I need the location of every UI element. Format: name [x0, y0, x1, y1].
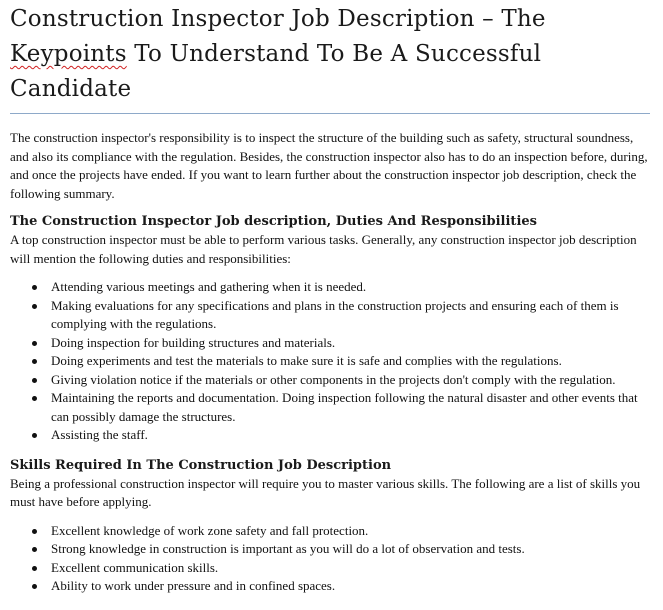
- section-paragraph-skills: Being a professional construction inspector will require you to master various skills. The following are a list of skills you must have before applying.: [10, 475, 641, 509]
- section-heading-duties: The Construction Inspector Job description, Duties And Responsibilities: [10, 214, 537, 229]
- title-line-1: Construction Inspector Job Description – The: [10, 6, 546, 32]
- list-item: Doing inspection for building structures and materials.: [51, 334, 653, 353]
- list-item: Making evaluations for any specifications and plans in the construction projects and ensuring each of them is complying with the regulations.: [51, 297, 653, 334]
- list-item: Ability to work under pressure and in confined spaces.: [51, 577, 653, 596]
- list-item: Excellent knowledge of work zone safety and fall protection.: [51, 522, 653, 541]
- page-title: [10, 0, 653, 107]
- list-item: Strong knowledge in construction is important as you will do a lot of observation and tests.: [51, 540, 653, 559]
- list-item: Assisting the staff.: [51, 426, 653, 445]
- section-paragraph-duties: A top construction inspector must be able to perform various tasks. Generally, any construction inspector job description will mention the following duties and responsibilities:: [10, 232, 637, 266]
- list-item: Doing experiments and test the materials to make sure it is safe and complies with the regulations.: [51, 352, 653, 371]
- intro-paragraph: The construction inspector's responsibility is to inspect the structure of the building such as safety, structural soundness, and also its compliance with the regulation. Besides, the construction inspector also has to do an inspection before, during, and once the projects have ended. If you want to learn further about the construction inspector job description, check the following summary.: [10, 130, 648, 201]
- section-duties: [10, 213, 653, 445]
- list-item: Attending various meetings and gathering when it is needed.: [51, 278, 653, 297]
- title-line-2: To Understand To Be A Successful Candidate: [10, 41, 542, 102]
- list-item: Excellent communication skills.: [51, 559, 653, 578]
- list-item: Maintaining the reports and documentation. Doing inspection following the natural disaster and other events that can possibly damage the structures.: [51, 389, 653, 426]
- skills-list: [10, 522, 653, 596]
- title-divider: [10, 113, 650, 114]
- duties-list: [10, 278, 653, 445]
- section-heading-skills: Skills Required In The Construction Job Description: [10, 457, 392, 473]
- section-skills: [10, 457, 653, 596]
- list-item: Giving violation notice if the materials or other components in the projects don't comply with the regulation.: [51, 371, 653, 390]
- title-misspelled-word[interactable]: Keypoints: [10, 41, 127, 67]
